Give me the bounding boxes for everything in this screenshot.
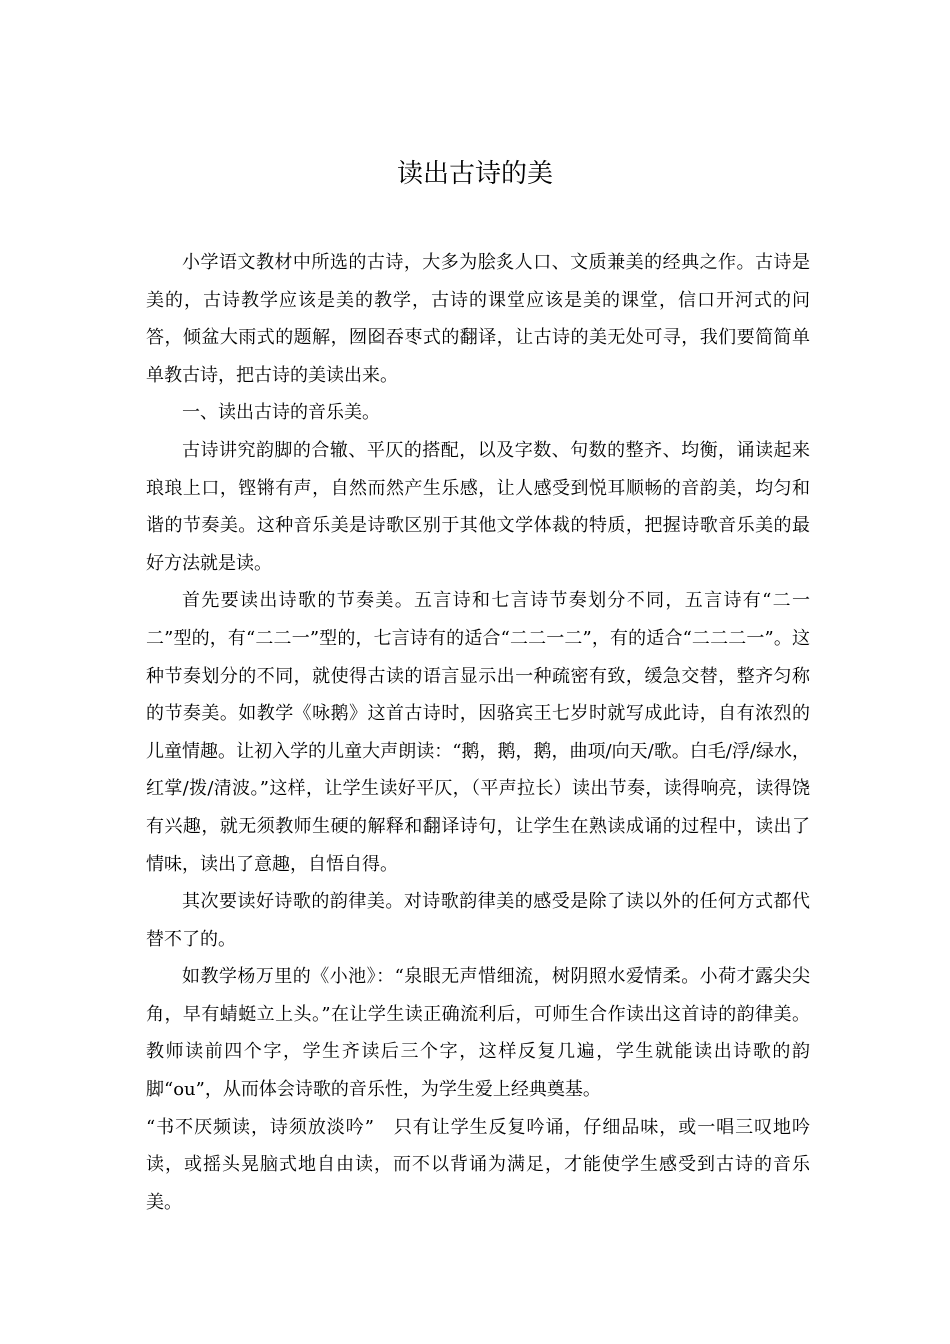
paragraph-intro: 小学语文教材中所选的古诗，大多为脍炙人口、文质兼美的经典之作。古诗是美的，古诗教学应该是美的教学，古诗的课堂应该是美的课堂，信口开河式的问答，倾盆大雨式的题解，囫囵吞枣式的翻译，让古诗的美无处可寻，我们要简简单单教古诗，把古诗的美读出来。 [146,252,810,386]
paragraph-rhythm: 首先要读出诗歌的节奏美。五言诗和七言诗节奏划分不同，五言诗有“二一二”型的，有“二二一”型的，七言诗有的适合“二二一二”，有的适合“二二二一”。这种节奏划分的不同，就使得古读的语言显示出一种疏密有致，缓急交替，整齐匀称的节奏美。如教学《咏鹅》这首古诗时，因骆宾王七岁时就写成此诗，自有浓烈的儿童情趣。让初入学的儿童大声朗读：“鹅，鹅，鹅，曲项/向天/歌。白毛/浮/绿水，红掌/拨/清波。”这样，让学生读好平仄，（平声拉长）读出节奏，读得响亮，读得饶有兴趣，就无须教师生硬的解释和翻译诗句，让学生在熟读成诵的过程中，读出了情味，读出了意趣，自悟自得。 [146,590,810,875]
paragraph-conclusion: “书不厌频读，诗须放淡吟” 只有让学生反复吟诵，仔细品味，或一唱三叹地吟读，或摇头晃脑式地自由读，而不以背诵为满足，才能使学生感受到古诗的音乐美。 [146,1116,810,1213]
section-heading-music: 一、读出古诗的音乐美。 [182,402,380,424]
document-title: 读出古诗的美 [396,159,553,189]
paragraph-music-beauty: 古诗讲究韵脚的合辙、平仄的搭配，以及字数、句数的整齐、均衡，诵读起来琅琅上口，铿锵有声，自然而然产生乐感，让人感受到悦耳顺畅的音韵美，均匀和谐的节奏美。这种音乐美是诗歌区别于其他文学体裁的特质，把握诗歌音乐美的最好方法就是读。 [146,439,810,574]
document-body [146,244,810,1221]
paragraph-xiaochi-example: 如教学杨万里的《小池》：“泉眼无声惜细流，树阴照水爱情柔。小荷才露尖尖角，早有蜻蜓立上头。”在让学生读正确流利后，可师生合作读出这首诗的韵律美。教师读前四个字，学生齐读后三个字，这样反复几遍，学生就能读出诗歌的韵脚“ou”，从而体会诗歌的音乐性，为学生爱上经典奠基。 [146,966,810,1101]
paragraph-rhyme: 其次要读好诗歌的韵律美。对诗歌韵律美的感受是除了读以外的任何方式都代替不了的。 [146,891,810,950]
